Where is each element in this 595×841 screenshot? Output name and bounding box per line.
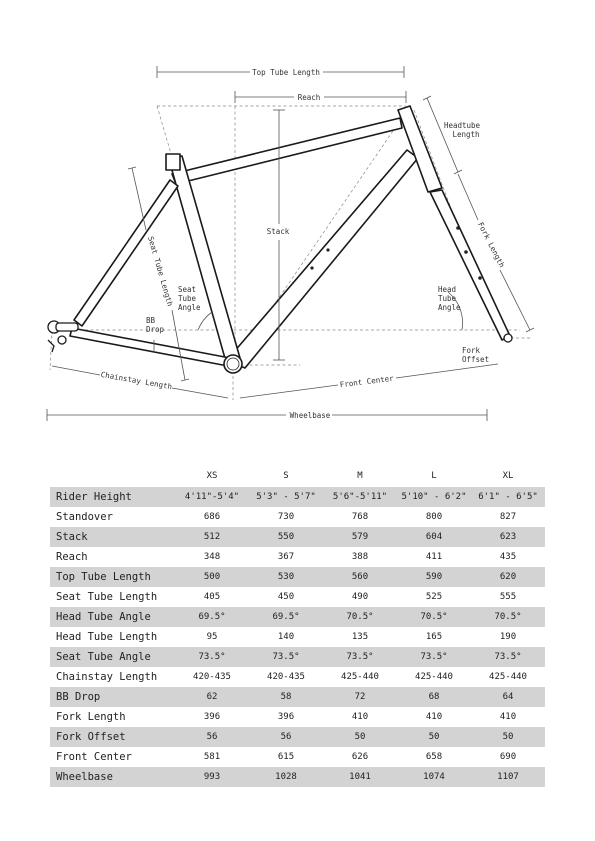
row-label: Seat Tube Angle — [50, 647, 175, 667]
table-cell: 58 — [249, 687, 323, 707]
table-cell: 768 — [351, 512, 369, 522]
table-cell: 165 — [425, 632, 443, 642]
label-head-tube-angle-line3: Angle — [438, 303, 461, 312]
label-reach: Reach — [297, 93, 321, 102]
table-row — [50, 587, 545, 607]
table-row — [50, 607, 545, 627]
label-seat-tube-angle-line3: Angle — [178, 303, 201, 312]
row-label: BB Drop — [50, 687, 175, 707]
table-cell: 411 — [425, 552, 443, 562]
seat-tube — [168, 156, 240, 362]
table-cell: 579 — [323, 527, 397, 547]
table-cell: 581 — [203, 752, 221, 762]
table-cell: 604 — [397, 527, 471, 547]
row-label: Fork Length — [56, 711, 126, 723]
table-cell: 550 — [249, 527, 323, 547]
table-cell: 827 — [499, 512, 517, 522]
table-cell: 56 — [249, 727, 323, 747]
label-headtube-length-line2: Length — [452, 130, 480, 139]
table-cell: 73.5° — [471, 647, 545, 667]
table-row — [50, 627, 545, 647]
table-cell: 490 — [351, 592, 369, 602]
frame-outline — [70, 106, 510, 368]
table-cell: 410 — [499, 712, 517, 722]
table-row — [50, 707, 545, 727]
table-cell: 425-440 — [415, 672, 453, 682]
table-cell: 73.5° — [175, 647, 249, 667]
table-cell: 525 — [425, 592, 443, 602]
table-cell: 388 — [351, 552, 369, 562]
seat-clamp — [166, 154, 180, 170]
table-cell: 420-435 — [267, 672, 305, 682]
table-cell: 64 — [471, 687, 545, 707]
label-headtube-length-line1: Headtube — [443, 121, 481, 130]
table-cell: 410 — [351, 712, 369, 722]
table-cell: 73.5° — [397, 647, 471, 667]
table-cell: 555 — [499, 592, 517, 602]
table-cell: 70.5° — [471, 607, 545, 627]
row-label: Head Tube Length — [56, 631, 158, 643]
table-row — [50, 527, 545, 547]
down-tube — [227, 150, 418, 368]
geometry-table-body — [50, 487, 545, 787]
label-head-tube-angle-line1: Head — [438, 285, 457, 294]
table-cell: 500 — [175, 567, 249, 587]
table-row — [50, 507, 545, 527]
table-cell: 530 — [249, 567, 323, 587]
table-cell: 1041 — [323, 767, 397, 787]
table-cell: 620 — [471, 567, 545, 587]
table-cell: 425-440 — [341, 672, 379, 682]
table-cell: 72 — [323, 687, 397, 707]
table-cell: 190 — [499, 632, 517, 642]
table-row — [50, 567, 545, 587]
table-cell: 396 — [203, 712, 221, 722]
table-row — [50, 687, 545, 707]
table-cell: 420-435 — [193, 672, 231, 682]
table-cell: 396 — [277, 712, 295, 722]
table-cell: 435 — [499, 552, 517, 562]
table-cell: 62 — [175, 687, 249, 707]
table-cell: 4'11"-5'4" — [175, 487, 249, 507]
table-cell: 50 — [397, 727, 471, 747]
label-seat-tube-angle-line1: Seat — [178, 285, 197, 294]
table-cell: 73.5° — [249, 647, 323, 667]
table-cell: 348 — [203, 552, 221, 562]
row-label: Top Tube Length — [50, 567, 175, 587]
table-cell: 615 — [277, 752, 295, 762]
table-cell: 135 — [351, 632, 369, 642]
size-header-m: M — [357, 471, 363, 481]
size-header-row — [50, 465, 545, 487]
table-cell: 1107 — [471, 767, 545, 787]
table-cell: 56 — [175, 727, 249, 747]
label-fork-length: Fork Length — [475, 220, 507, 270]
label-top-tube-length: Top Tube Length — [252, 68, 320, 77]
seat-stay — [74, 180, 178, 326]
table-cell: 626 — [351, 752, 369, 762]
table-cell: 730 — [277, 512, 295, 522]
table-cell: 410 — [425, 712, 443, 722]
table-cell: 590 — [397, 567, 471, 587]
label-stack: Stack — [266, 227, 290, 236]
table-cell: 5'3" - 5'7" — [249, 487, 323, 507]
table-cell: 95 — [206, 632, 218, 642]
label-chainstay-length: Chainstay Length — [100, 369, 173, 392]
table-cell: 993 — [175, 767, 249, 787]
label-wheelbase: Wheelbase — [289, 411, 331, 420]
row-label: Rider Height — [50, 487, 175, 507]
table-cell: 623 — [471, 527, 545, 547]
table-cell: 686 — [203, 512, 221, 522]
label-bb-drop-line1: BB — [146, 316, 156, 325]
table-cell: 69.5° — [249, 607, 323, 627]
table-row — [50, 547, 545, 567]
label-front-center: Front Center — [339, 373, 395, 390]
label-seat-tube-length: Seat Tube Length — [146, 235, 175, 308]
size-header-l: L — [431, 471, 437, 481]
table-row — [50, 747, 545, 767]
row-label: Head Tube Angle — [50, 607, 175, 627]
table-row — [50, 487, 545, 507]
table-cell: 405 — [203, 592, 221, 602]
table-cell: 560 — [323, 567, 397, 587]
table-cell: 140 — [277, 632, 295, 642]
table-cell: 512 — [175, 527, 249, 547]
size-header-blank — [50, 465, 175, 487]
size-header-xs: XS — [206, 471, 218, 481]
table-cell: 1074 — [397, 767, 471, 787]
table-cell: 658 — [425, 752, 443, 762]
table-row — [50, 647, 545, 667]
table-cell: 800 — [425, 512, 443, 522]
table-cell: 70.5° — [323, 607, 397, 627]
fork-dropout — [504, 334, 512, 342]
row-label: Front Center — [56, 751, 132, 763]
table-cell: 70.5° — [397, 607, 471, 627]
label-head-tube-angle-line2: Tube — [438, 294, 457, 303]
table-cell: 5'10" - 6'2" — [397, 487, 471, 507]
row-label: Reach — [56, 551, 88, 563]
table-row — [50, 727, 545, 747]
table-cell: 69.5° — [175, 607, 249, 627]
table-cell: 450 — [277, 592, 295, 602]
table-cell: 6'1" - 6'5" — [471, 487, 545, 507]
table-cell: 50 — [323, 727, 397, 747]
table-cell: 50 — [471, 727, 545, 747]
table-cell: 425-440 — [489, 672, 527, 682]
row-label: Seat Tube Length — [56, 591, 158, 603]
size-header-xl: XL — [502, 471, 514, 481]
table-cell: 1028 — [249, 767, 323, 787]
label-seat-tube-angle-line2: Tube — [178, 294, 197, 303]
row-label: Stack — [50, 527, 175, 547]
label-fork-offset-line1: Fork — [462, 346, 481, 355]
table-cell: 367 — [277, 552, 295, 562]
table-cell: 5'6"-5'11" — [323, 487, 397, 507]
geometry-table — [50, 465, 545, 787]
table-row — [50, 667, 545, 687]
top-tube — [172, 118, 402, 184]
table-row — [50, 767, 545, 787]
size-header-s: S — [283, 471, 289, 481]
row-label: Chainstay Length — [56, 671, 158, 683]
row-label: Wheelbase — [50, 767, 175, 787]
row-label: Standover — [56, 511, 113, 523]
table-cell: 690 — [499, 752, 517, 762]
table-cell: 73.5° — [323, 647, 397, 667]
label-fork-offset-line2: Offset — [462, 355, 490, 364]
row-label: Fork Offset — [50, 727, 175, 747]
table-cell: 68 — [397, 687, 471, 707]
label-bb-drop-line2: Drop — [146, 325, 165, 334]
